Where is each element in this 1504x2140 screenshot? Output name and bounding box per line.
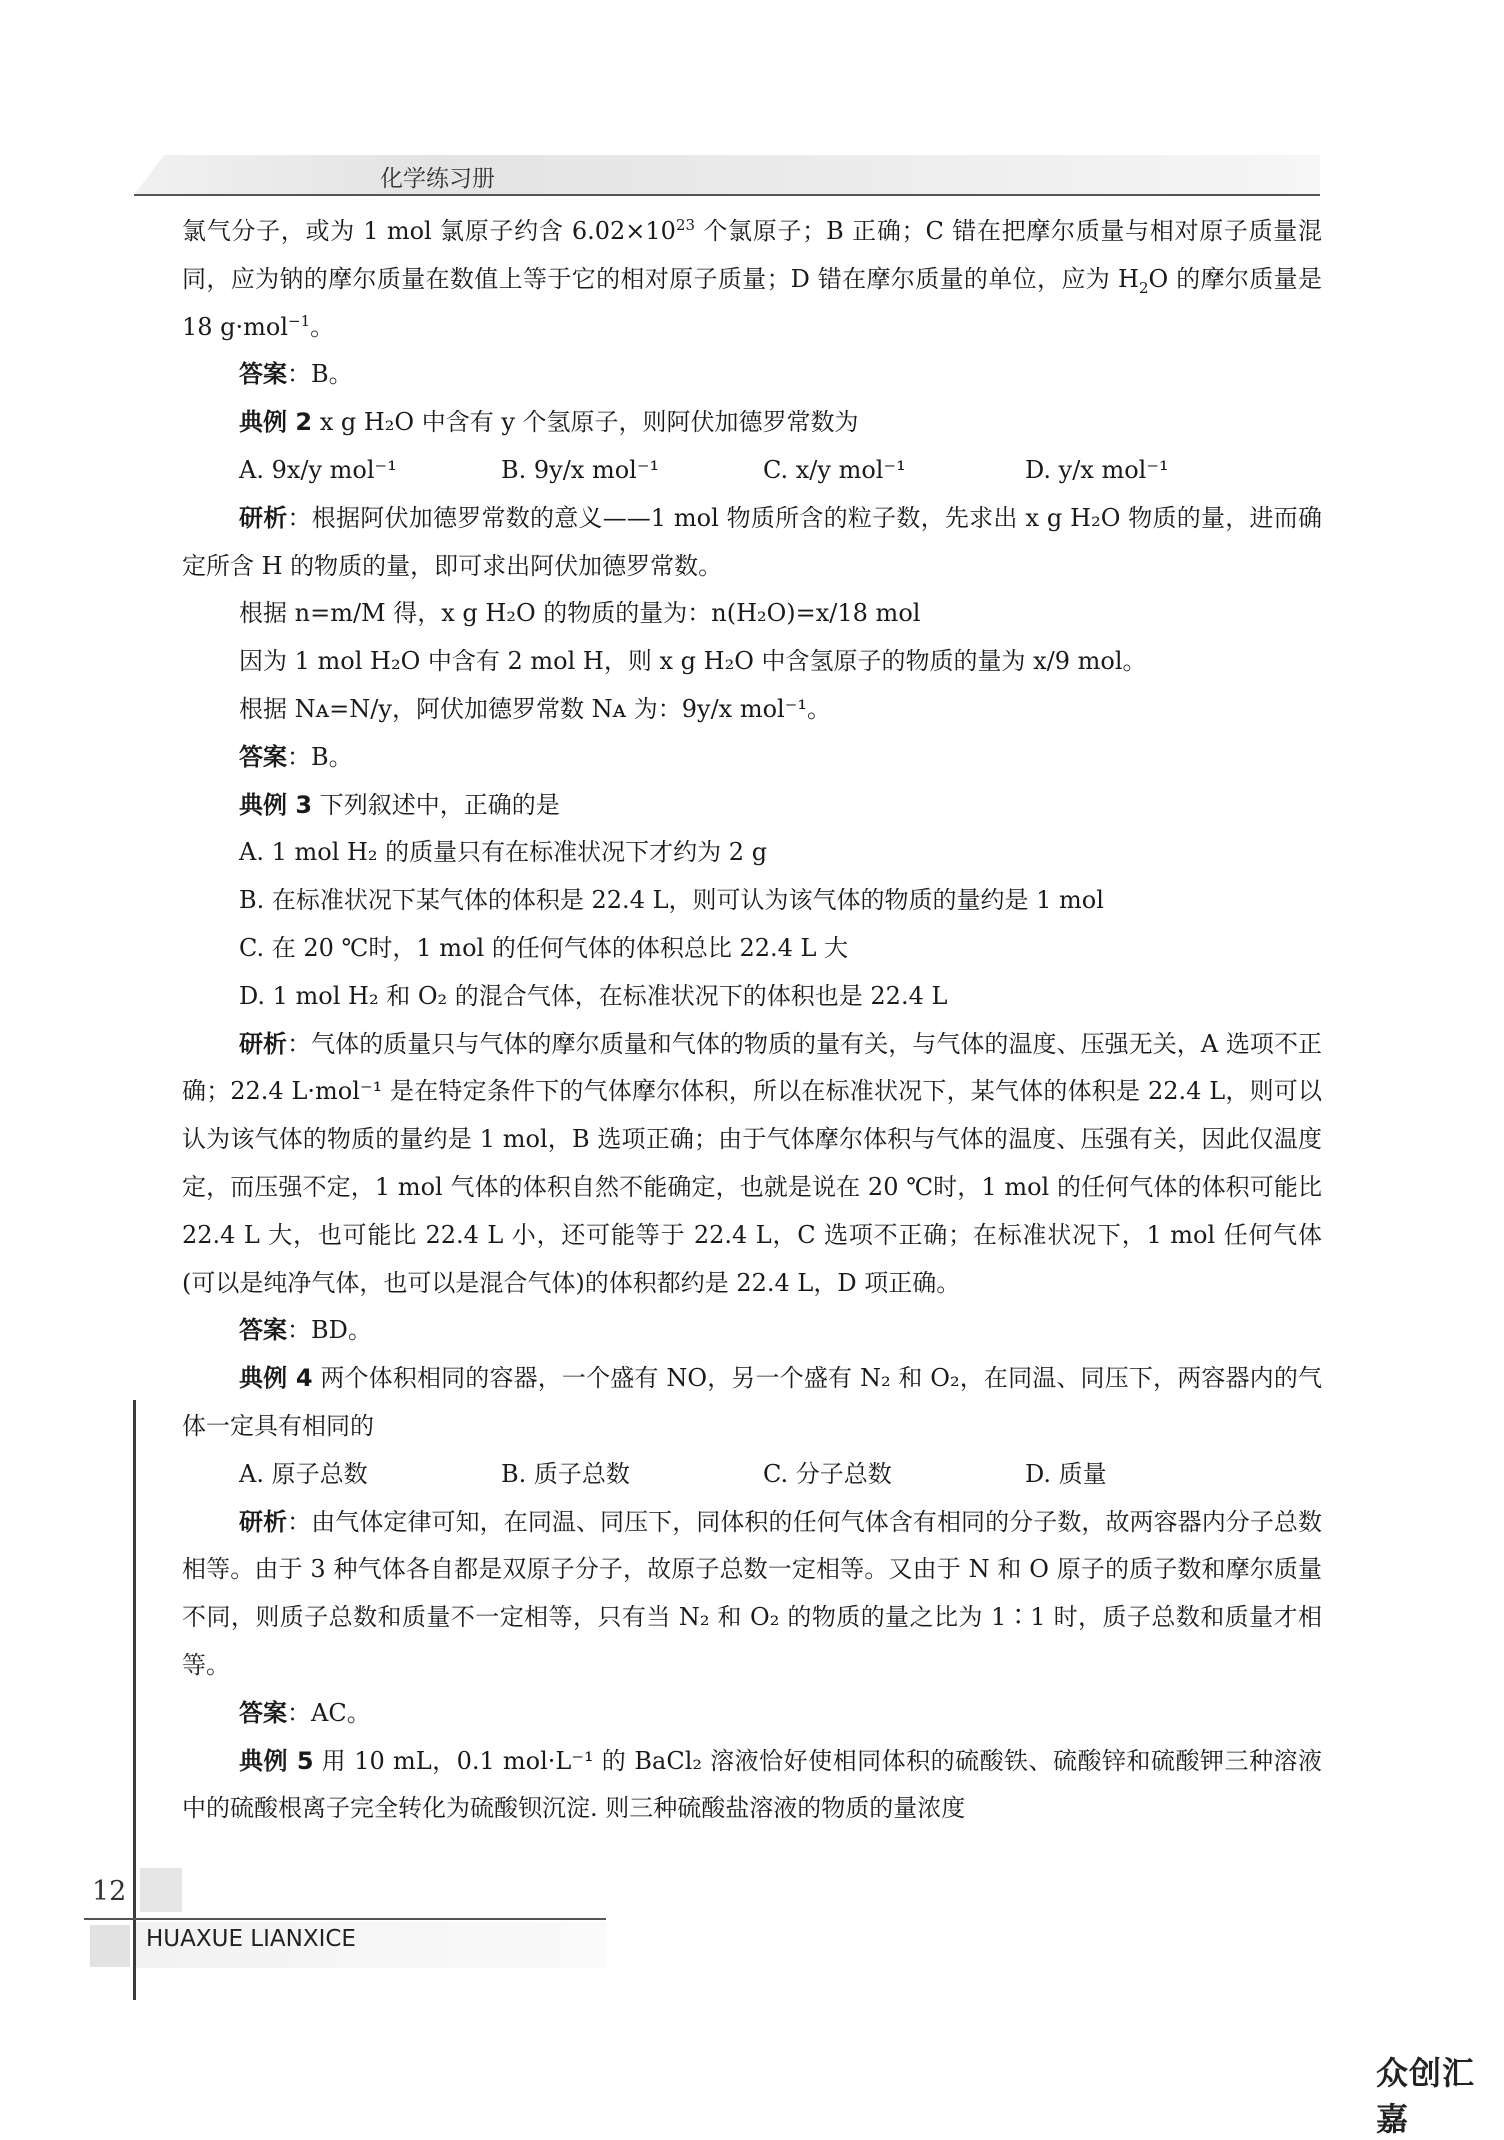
footer-box	[90, 1925, 130, 1967]
text-run: 个氯原子；B 正确；C 错在把摩尔质量与相对原子质量混同，应为钠的摩尔质量在数值上等于它的相对原子质量；D 错在摩尔质量的单位，应为 H	[182, 217, 1322, 293]
analysis-text: ：气体的质量只与气体的摩尔质量和气体的物质的量有关，与气体的温度、压强无关，A 选项不正确；22.4 L·mol⁻¹ 是在特定条件下的气体摩尔体积，所以在标准状况下，某气体的体积是 22.4 L，则可以认为该气体的物质的量约是 1 mol，B 选项正确；由于气体摩尔体积与气体的温度、压强有关，因此仅温度定，而压强不定，1 mol 气体的体积自然不能确定，也就是说在 20 ℃时，1 mol 的任何气体的体积可能比 22.4 L 大，也可能比 22.4 L 小，还可能等于 22.4 L，C 选项不正确；在标准状况下，1 mol 任何气体(可以是纯净气体，也可以是混合气体)的体积都约是 22.4 L，D 项正确。	[182, 1029, 1322, 1297]
analysis-label: 研析	[239, 503, 288, 532]
example-2-options	[182, 447, 1322, 495]
page-number: 12	[92, 1876, 127, 1907]
answer-1	[182, 351, 1322, 399]
option-d: D. 质量	[1025, 1459, 1107, 1488]
answer-text: ：AC。	[287, 1698, 371, 1727]
footer-series-title: HUAXUE LIANXICE	[146, 1926, 356, 1952]
example-4-question	[182, 1355, 1322, 1451]
option-b: B. 9y/x mol⁻¹	[501, 455, 660, 484]
superscript: −1	[288, 311, 311, 330]
option-a: A. 1 mol H₂ 的质量只有在标准状况下才约为 2 g	[239, 838, 768, 867]
example-2-question	[182, 399, 1322, 447]
corner-box	[140, 1868, 182, 1912]
option-d: D. 1 mol H₂ 和 O₂ 的混合气体，在标准状况下的体积也是 22.4 L	[239, 981, 948, 1010]
analysis-label: 研析	[239, 1029, 288, 1058]
question-text: 两个体积相同的容器，一个盛有 NO，另一个盛有 N₂ 和 O₂，在同温、同压下，两容器内的气体一定具有相同的	[182, 1364, 1322, 1440]
answer-text: ：BD。	[287, 1316, 372, 1345]
analysis-line: 根据 n=m/M 得，x g H₂O 的物质的量为：n(H₂O)=x/18 mol	[239, 599, 921, 628]
example-4-options	[182, 1451, 1322, 1499]
analysis-label: 研析	[239, 1507, 288, 1536]
example-label: 典例 5	[239, 1746, 314, 1775]
header-rule	[134, 194, 1320, 196]
watermark-text: 众创汇嘉	[1376, 2054, 1476, 2138]
example-4-analysis	[182, 1499, 1322, 1690]
answer-label: 答案	[239, 1698, 287, 1727]
header-title: 化学练习册	[380, 166, 495, 192]
analysis-line: 根据 Nᴀ=N/y，阿伏加德罗常数 Nᴀ 为：9y/x mol⁻¹。	[239, 694, 832, 723]
option-b: B. 在标准状况下某气体的体积是 22.4 L，则可认为该气体的物质的量约是 1 mol	[239, 886, 1104, 915]
header-band	[134, 155, 1320, 195]
answer-text: ：B。	[287, 742, 353, 771]
analysis-line: 因为 1 mol H₂O 中含有 2 mol H，则 x g H₂O 中含氢原子的物质的量为 x/9 mol。	[239, 647, 1147, 676]
example-3-question	[182, 782, 1322, 830]
answer-label: 答案	[239, 360, 287, 389]
answer-label: 答案	[239, 1316, 287, 1345]
footer-rule	[84, 1918, 606, 1920]
subscript: 2	[1139, 278, 1149, 297]
example-3-analysis	[182, 1021, 1322, 1308]
question-text: 下列叙述中，正确的是	[312, 790, 560, 819]
answer-4	[182, 1690, 1322, 1738]
option-b: B. 质子总数	[501, 1459, 630, 1488]
example-label: 典例 3	[239, 790, 313, 819]
example-label: 典例 2	[239, 408, 313, 437]
side-rule	[133, 1400, 136, 2000]
example-2-analysis	[182, 495, 1322, 591]
option-a: A. 9x/y mol⁻¹	[239, 455, 397, 484]
answer-label: 答案	[239, 742, 287, 771]
option-c: C. 在 20 ℃时，1 mol 的任何气体的体积总比 22.4 L 大	[239, 933, 849, 962]
text-run: O 的摩尔质量是 18 g·mol	[182, 264, 1322, 341]
answer-text: ：B。	[287, 360, 353, 389]
continued-paragraph	[182, 208, 1322, 351]
text-run: 氯气分子，或为 1 mol 氯原子约含 6.02×10	[182, 217, 676, 245]
analysis-text: ：根据阿伏加德罗常数的意义——1 mol 物质所含的粒子数，先求出 x g H₂O 物质的量，进而确定所含 H 的物质的量，即可求出阿伏加德罗常数。	[182, 503, 1322, 580]
example-5-question	[182, 1738, 1322, 1834]
option-d: D. y/x mol⁻¹	[1025, 455, 1169, 484]
option-c: C. x/y mol⁻¹	[763, 455, 906, 484]
text-run: 。	[310, 312, 335, 341]
answer-2	[182, 734, 1322, 782]
option-c: C. 分子总数	[763, 1459, 892, 1488]
superscript: 23	[675, 216, 696, 234]
question-text: 用 10 mL，0.1 mol·L⁻¹ 的 BaCl₂ 溶液恰好使相同体积的硫酸铁、硫酸锌和硫酸钾三种溶液中的硫酸根离子完全转化为硫酸钡沉淀. 则三种硫酸盐溶液的物质的量浓度	[182, 1746, 1322, 1823]
answer-3	[182, 1307, 1322, 1355]
question-text: x g H₂O 中含有 y 个氢原子，则阿伏加德罗常数为	[312, 408, 859, 437]
example-label: 典例 4	[239, 1364, 313, 1393]
page-content	[182, 208, 1322, 1833]
analysis-text: ：由气体定律可知，在同温、同压下，同体积的任何气体含有相同的分子数，故两容器内分子总数相等。由于 3 种气体各自都是双原子分子，故原子总数一定相等。又由于 N 和 O 原子的质子数和摩尔质量不同，则质子总数和质量不一定相等，只有当 N₂ 和 O₂ 的物质的量之比为 1∶1 时，质子总数和质量才相等。	[182, 1507, 1323, 1679]
option-a: A. 原子总数	[239, 1459, 368, 1488]
